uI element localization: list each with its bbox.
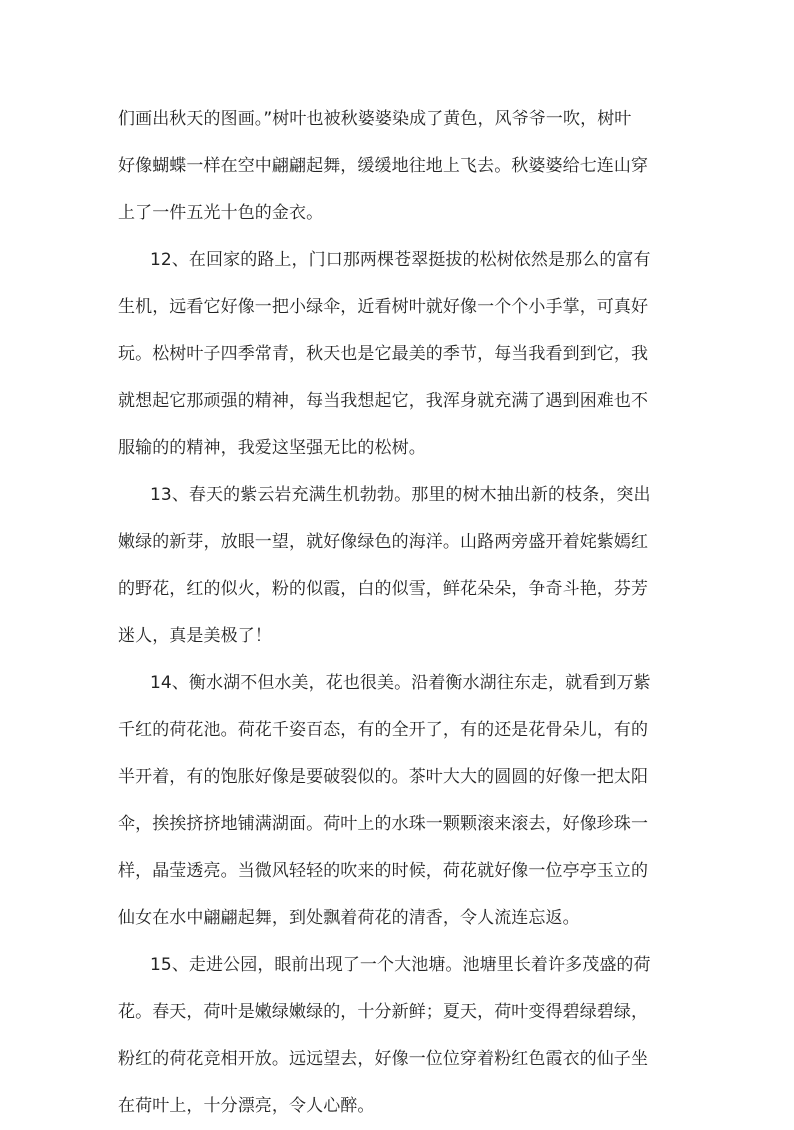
text-line: 伞，挨挨挤挤地铺满湖面。荷叶上的水珠一颗颗滚来滚去，好像珍珠一 <box>118 814 649 834</box>
text-line: 千红的荷花池。荷花千姿百态，有的全开了，有的还是花骨朵儿，有的 <box>118 720 649 740</box>
text-line: 嫩绿的新芽，放眼一望，就好像绿色的海洋。山路两旁盛开着姹紫嫣红 <box>118 532 649 552</box>
paragraph-15 <box>118 942 678 1130</box>
text-line: 玩。松树叶子四季常青，秋天也是它最美的季节，每当我看到到它，我 <box>118 344 649 364</box>
paragraph-13 <box>118 472 678 660</box>
paragraph-continued <box>118 96 678 237</box>
text-line: 13、春天的紫云岩充满生机勃勃。那里的树木抽出新的枝条，突出 <box>150 485 651 505</box>
text-line: 样，晶莹透亮。当微风轻轻的吹来的时候，荷花就好像一位亭亭玉立的 <box>118 861 649 881</box>
text-line: 迷人，真是美极了！ <box>118 626 272 646</box>
text-line: 们画出秋天的图画。”树叶也被秋婆婆染成了黄色，风爷爷一吹，树叶 <box>118 109 632 129</box>
text-line: 15、走进公园，眼前出现了一个大池塘。池塘里长着许多茂盛的荷 <box>150 955 651 975</box>
text-line: 在荷叶上，十分漂亮，令人心醉。 <box>118 1096 375 1116</box>
text-line: 仙女在水中翩翩起舞，到处飘着荷花的清香，令人流连忘返。 <box>118 908 580 928</box>
text-line: 14、衡水湖不但水美，花也很美。沿着衡水湖往东走，就看到万紫 <box>150 673 651 693</box>
paragraph-14 <box>118 660 678 942</box>
text-line: 上了一件五光十色的金衣。 <box>118 203 324 223</box>
paragraph-12 <box>118 237 678 472</box>
text-line: 生机，远看它好像一把小绿伞，近看树叶就好像一个个小手掌，可真好 <box>118 297 649 317</box>
text-line: 粉红的荷花竞相开放。远远望去，好像一位位穿着粉红色霞衣的仙子坐 <box>118 1049 649 1069</box>
text-line: 的野花，红的似火，粉的似霞，白的似雪，鲜花朵朵，争奇斗艳，芬芳 <box>118 579 649 599</box>
text-line: 花。春天，荷叶是嫩绿嫩绿的，十分新鲜；夏天，荷叶变得碧绿碧绿， <box>118 1002 649 1022</box>
text-line: 服输的的精神，我爱这坚强无比的松树。 <box>118 438 426 458</box>
text-line: 12、在回家的路上，门口那两棵苍翠挺拔的松树依然是那么的富有 <box>150 250 651 270</box>
text-line: 半开着，有的饱胀好像是要破裂似的。茶叶大大的圆圆的好像一把太阳 <box>118 767 649 787</box>
text-line: 就想起它那顽强的精神，每当我想起它，我浑身就充满了遇到困难也不 <box>118 391 649 411</box>
document-body <box>118 96 678 1130</box>
text-line: 好像蝴蝶一样在空中翩翩起舞，缓缓地往地上飞去。秋婆婆给七连山穿 <box>118 156 649 176</box>
